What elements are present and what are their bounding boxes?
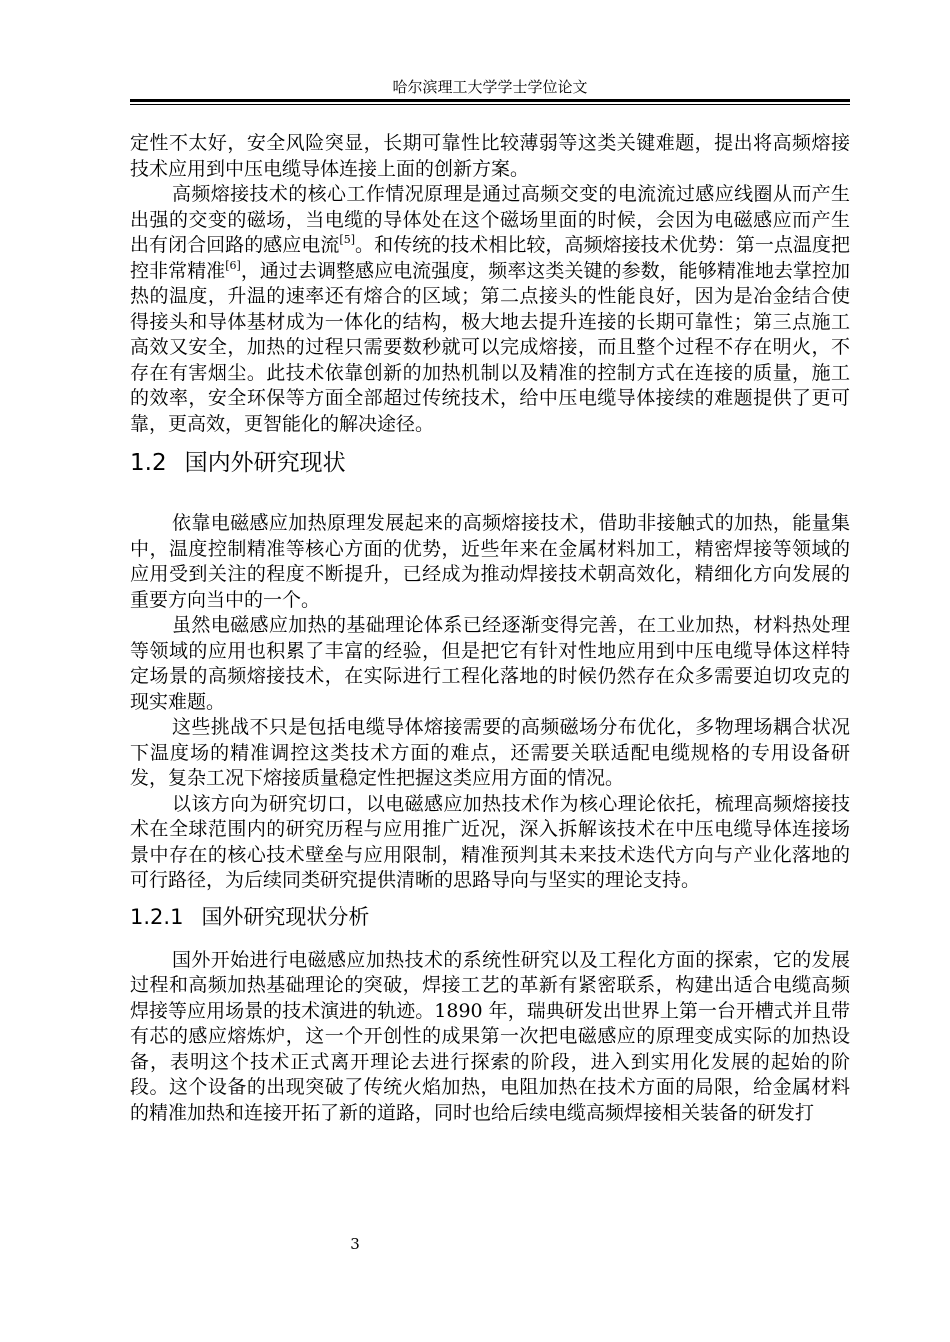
body-text xyxy=(130,131,850,1126)
running-header: 哈尔滨理工大学学士学位论文 xyxy=(392,78,588,96)
page-number: 3 xyxy=(350,1235,360,1253)
paragraph-principle-part1: 高频熔接技术的核心工作情况原理是通过高频交变的电流流过感应线圈从而产生出强的交变的磁场，当电缆的导体处在这个磁场里面的时候，会因为电磁感应而产生出有闭合回路的感应电流 xyxy=(130,183,850,256)
subsection-title: 国外研究现状分析 xyxy=(201,904,370,929)
section-heading-1-2-1 xyxy=(130,902,850,932)
paragraph: 这些挑战不只是包括电缆导体熔接需要的高频磁场分布优化，多物理场耦合状况下温度场的精准调控这类技术方面的难点，还需要关联适配电缆规格的专用设备研发，复杂工况下熔接质量稳定性把握这类应用方面的情况。 xyxy=(130,716,850,789)
paragraph: 国外开始进行电磁感应加热技术的系统性研究以及工程化方面的探索，它的发展过程和高频加热基础理论的突破，焊接工艺的革新有紧密联系，构建出适合电缆高频焊接等应用场景的技术演进的轨迹。1890 年，瑞典研发出世界上第一台开槽式并且带有芯的感应熔炼炉，这一个开创性的成果第一次把电磁感应的原理变成实际的加热设备，表明这个技术正式离开理论去进行探索的阶段，进入到实用化发展的起始的阶段。这个设备的出现突破了传统火焰加热，电阻加热在技术方面的局限，给金属材料的精准加热和连接开拓了新的道路，同时也给后续电缆高频焊接相关装备的研发打 xyxy=(130,948,850,1124)
paragraph-principle-part3: ，通过去调整感应电流强度，频率这类关键的参数，能够精准地去掌控加热的温度，升温的速率还有熔合的区域；第二点接头的性能良好，因为是冶金结合使得接头和导体基材成为一体化的结构，极大地去提升连接的长期可靠性；第三点施工高效又安全，加热的过程只需要数秒就可以完成熔接，而且整个过程不存在明火，不存在有害烟尘。此技术依靠创新的加热机制以及精准的控制方式在连接的质量，施工的效率，安全环保等方面全部超过传统技术，给中压电缆导体接续的难题提供了更可靠，更高效，更智能化的解决途径。 xyxy=(130,259,850,435)
citation-6: [6] xyxy=(225,258,241,272)
paragraph-continued: 定性不太好，安全风险突显，长期可靠性比较薄弱等这类关键难题，提出将高频熔接技术应用到中压电缆导体连接上面的创新方案。 xyxy=(130,132,850,180)
paragraph-principle-part2: 。和传统的技术相比较，高频熔接技术优势：第一点温度把控非常精准 xyxy=(130,234,850,282)
paragraph: 依靠电磁感应加热原理发展起来的高频熔接技术，借助非接触式的加热，能量集中，温度控制精准等核心方面的优势，近些年来在金属材料加工，精密焊接等领域的应用受到关注的程度不断提升，已经成为推动焊接技术朝高效化，精细化方向发展的重要方向当中的一个。 xyxy=(130,512,850,611)
subsection-number: 1.2.1 xyxy=(130,904,184,929)
citation-5: [5] xyxy=(339,233,356,246)
header-rule-thin xyxy=(130,104,850,105)
section-title: 国内外研究现状 xyxy=(184,450,346,476)
paragraph: 虽然电磁感应加热的基础理论体系已经逐渐变得完善，在工业加热，材料热处理等领域的应用也积累了丰富的经验，但是把它有针对性地应用到中压电缆导体这样特定场景的高频熔接技术，在实际进行工程化落地的时候仍然存在众多需要迫切攻克的现实难题。 xyxy=(130,614,850,713)
section-number: 1.2 xyxy=(130,450,167,476)
paragraph-principle xyxy=(130,182,850,437)
paragraph: 以该方向为研究切口，以电磁感应加热技术作为核心理论依托，梳理高频熔接技术在全球范围内的研究历程与应用推广近况，深入拆解该技术在中压电缆导体连接场景中存在的核心技术壁垒与应用限制，精准预判其未来技术迭代方向与产业化落地的可行路径，为后续同类研究提供清晰的思路导向与坚实的理论支持。 xyxy=(130,792,850,891)
header-rule-thick xyxy=(130,99,850,102)
section-heading-1-2 xyxy=(130,447,850,479)
